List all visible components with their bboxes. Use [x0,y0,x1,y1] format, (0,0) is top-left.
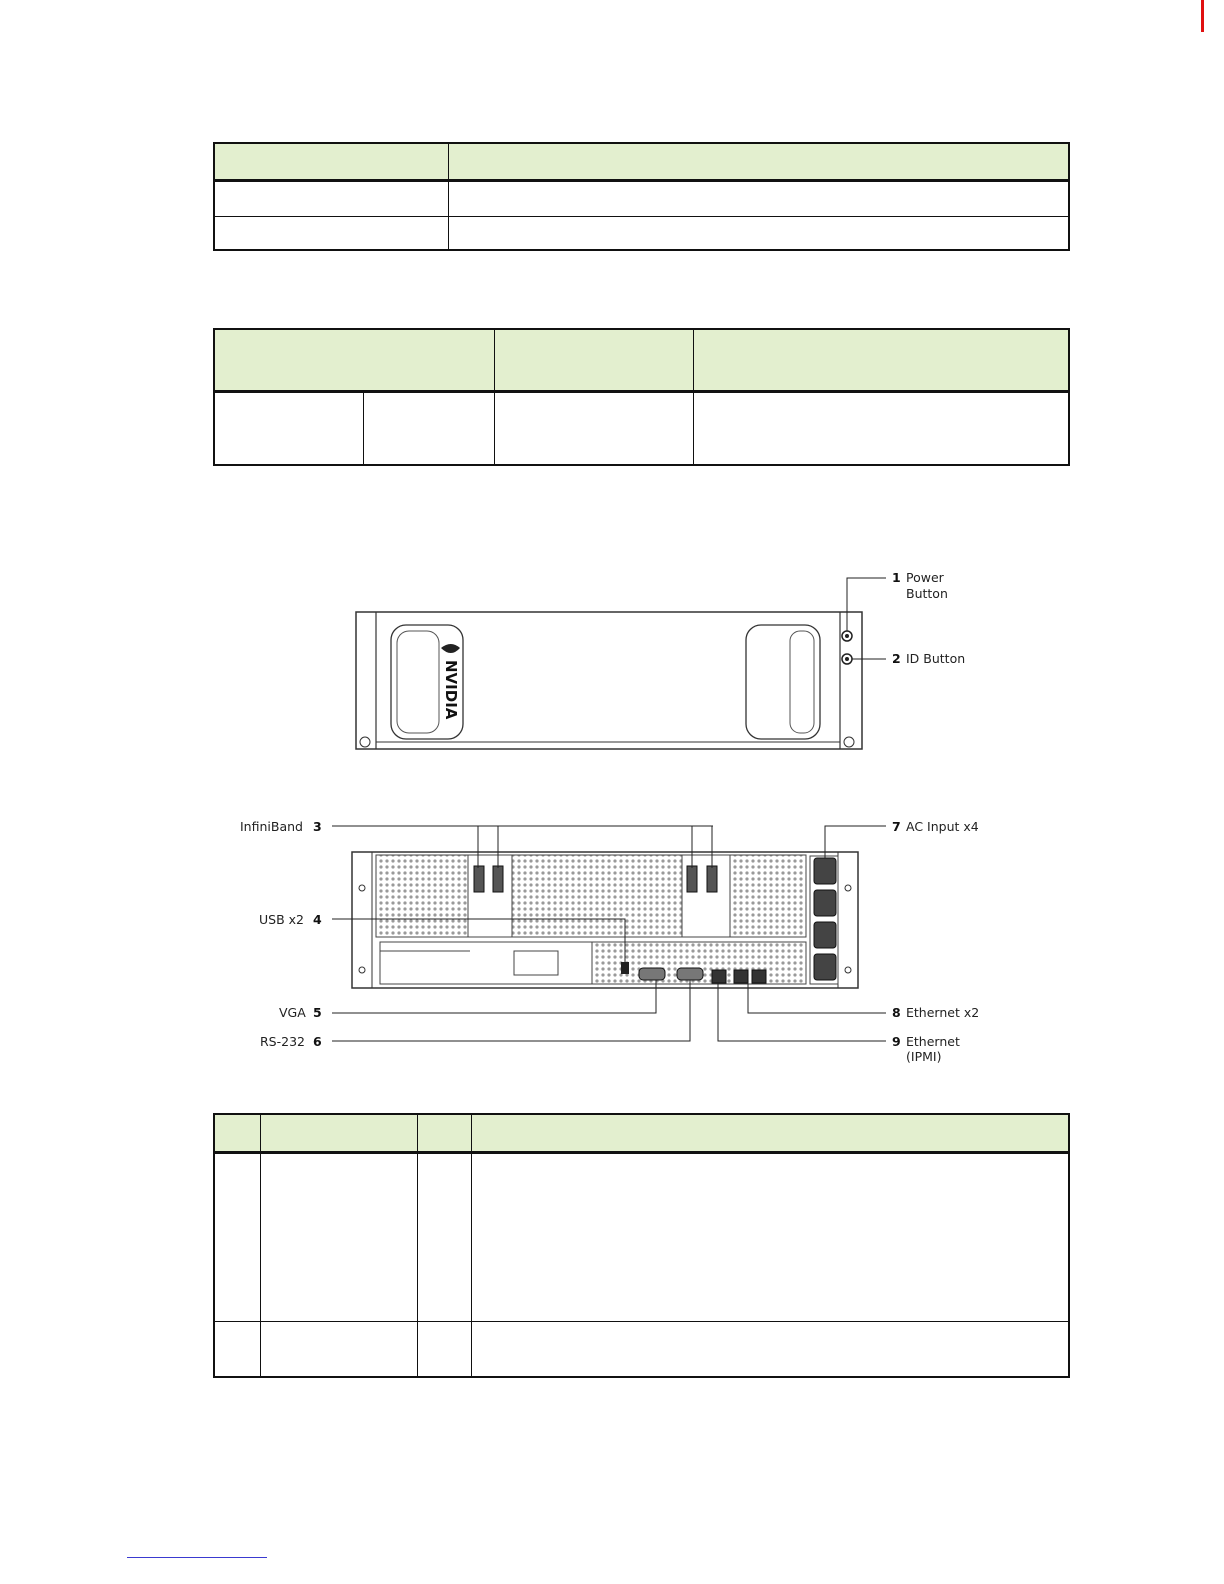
screw [360,737,370,747]
table-cell [214,217,449,251]
callout-label: ID Button [906,651,966,666]
table-header-cell [214,143,449,181]
front-callouts [847,570,965,666]
table-row [214,1153,1069,1322]
spec-table-3 [213,1113,1070,1378]
server-diagram [230,560,1010,1080]
screw [844,737,854,747]
spec-table-1 [213,142,1070,251]
table-header-cell [418,1114,472,1153]
infiniband-port [687,866,697,892]
expansion-bay [380,942,592,984]
table-cell [449,217,1070,251]
callout-number: 6 [313,1034,322,1049]
table-cell [261,1322,418,1378]
table-cell [214,1322,261,1378]
table-cell [494,392,693,466]
callout-number: 2 [892,651,901,666]
callout-label: Ethernet [906,1034,960,1049]
table-cell [364,392,494,466]
ac-inlet [814,922,836,948]
callout-label: Button [906,586,948,601]
callout-label: AC Input x4 [906,819,979,834]
table-header-cell [472,1114,1070,1153]
table-cell [449,181,1070,217]
table-header-row [214,1114,1069,1153]
infiniband-port [493,866,503,892]
table-row [214,1322,1069,1378]
callout-label: RS-232 [260,1034,305,1049]
infiniband-port [707,866,717,892]
callout-number: 4 [313,912,322,927]
table-header-cell [261,1114,418,1153]
ipmi-ethernet-port [712,970,726,983]
table-cell [418,1322,472,1378]
page-edge-marker [1201,0,1204,32]
callout-label: Ethernet x2 [906,1005,980,1020]
callout-number: 5 [313,1005,322,1020]
infiniband-port [474,866,484,892]
ac-inlet [814,858,836,884]
callout-number: 8 [892,1005,901,1020]
table-row [214,217,1069,251]
table-cell [214,1153,261,1322]
callout-label: InfiniBand [240,819,303,834]
table-row [214,181,1069,217]
spec-table-2 [213,328,1070,466]
ac-inlet [814,890,836,916]
table-cell [418,1153,472,1322]
footnote-rule [127,1557,267,1558]
table-cell [694,392,1069,466]
table-cell [261,1153,418,1322]
ethernet-port [752,970,766,983]
front-view [356,612,862,749]
table-cell [214,392,364,466]
fan-grille [512,855,682,937]
callout-label: Power [906,570,944,585]
table-cell [472,1322,1070,1378]
table-cell [214,181,449,217]
table-cell [472,1153,1070,1322]
rs232-port [677,968,703,980]
callout-number: 1 [892,570,901,585]
fan-grille [730,855,806,937]
vga-port [639,968,665,980]
table-header-row [214,329,1069,392]
table-header-cell [449,143,1070,181]
callout-number: 9 [892,1034,901,1049]
nvidia-logo-text: NVIDIA [442,660,460,720]
ac-inlet [814,954,836,980]
table-header-cell [214,329,494,392]
callout-label: (IPMI) [906,1049,942,1064]
ethernet-port [734,970,748,983]
right-handle [746,625,820,739]
callout-label: USB x2 [259,912,304,927]
callout-number: 3 [313,819,322,834]
table-header-cell [494,329,693,392]
table-row [214,392,1069,466]
table-header-row [214,143,1069,181]
callout-number: 7 [892,819,901,834]
table-header-cell [694,329,1069,392]
rear-view [352,852,858,988]
table-header-cell [214,1114,261,1153]
callout-label: VGA [279,1005,306,1020]
fan-grille [376,855,468,937]
